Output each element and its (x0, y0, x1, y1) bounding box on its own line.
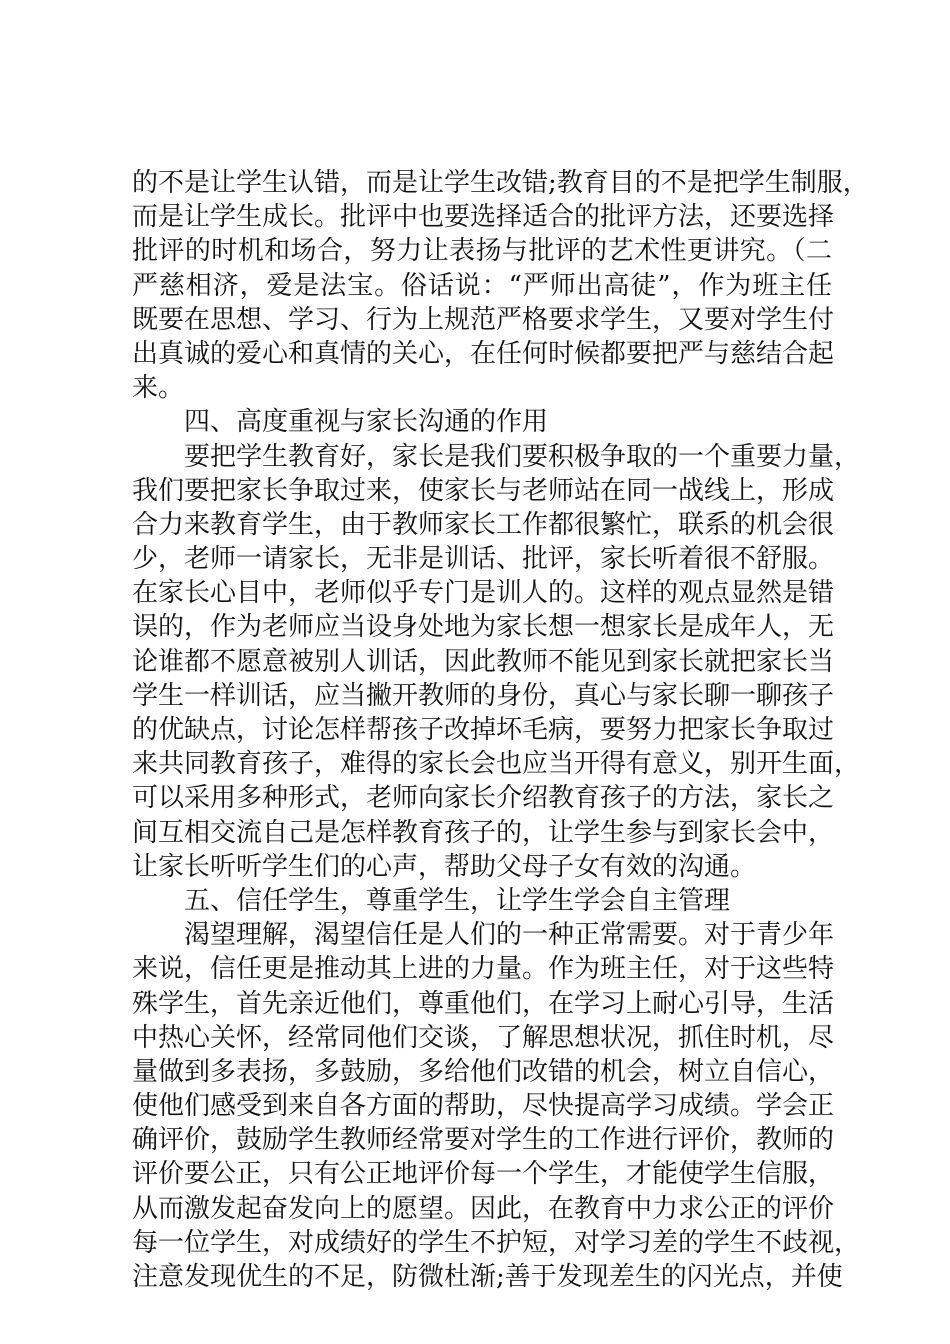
text-line: 来说，信任更是推动其上进的力量。作为班主任，对于这些特 (132, 954, 835, 985)
text-line: 来共同教育孩子，难得的家长会也应当开得有意义，别开生面， (132, 749, 861, 780)
text-line: 量做到多表扬，多鼓励，多给他们改错的机会，树立自信心， (132, 1056, 835, 1087)
text-line: 的不是让学生认错，而是让学生改错;教育目的不是把学生制服， (132, 168, 869, 198)
text-line: 我们要把家长争取过来，使家长与老师站在同一战线上，形成 (132, 475, 835, 506)
text-line: 可以采用多种形式，老师向家长介绍教育孩子的方法，家长之 (132, 783, 835, 814)
text-line: 使他们感受到来自各方面的帮助，尽快提高学习成绩。学会正 (132, 1091, 835, 1122)
text-line: 在家长心目中，老师似乎专门是训人的。这样的观点显然是错 (132, 578, 835, 609)
text-line: 学生一样训话，应当撇开教师的身份，真心与家长聊一聊孩子 (132, 680, 835, 711)
text-line: 出真诚的爱心和真情的关心，在任何时候都要把严与慈结合起 (132, 338, 835, 369)
text-line: 而是让学生成长。批评中也要选择适合的批评方法，还要选择 (132, 202, 835, 233)
document-body (132, 166, 869, 1294)
text-line: 从而激发起奋发向上的愿望。因此，在教育中力求公正的评价 (132, 1193, 835, 1224)
text-line: 要把学生教育好，家长是我们要积极争取的一个重要力量， (184, 441, 861, 472)
text-line: 批评的时机和场合，努力让表扬与批评的艺术性更讲究。（二 (132, 236, 832, 267)
text-line: 少，老师一请家长，无非是训话、批评，家长听着很不舒服。 (132, 544, 835, 575)
text-line: 严慈相济，爱是法宝。俗话说：“严师出高徒”，作为班主任 (132, 270, 832, 301)
text-line: 确评价，鼓励学生教师经常要对学生的工作进行评价，教师的 (132, 1125, 835, 1156)
text-line: 间互相交流自己是怎样教育孩子的，让学生参与到家长会中， (132, 817, 835, 848)
text-line: 论谁都不愿意被别人训话，因此教师不能见到家长就把家长当 (132, 646, 835, 677)
text-line: 评价要公正，只有公正地评价每一个学生，才能使学生信服， (132, 1159, 835, 1190)
text-line: 合力来教育学生，由于教师家长工作都很繁忙，联系的机会很 (132, 509, 835, 540)
text-line: 的优缺点，讨论怎样帮孩子改掉坏毛病，要努力把家长争取过 (132, 715, 835, 745)
text-line: 误的，作为老师应当设身处地为家长想一想家长是成年人，无 (132, 612, 835, 643)
text-line: 五、信任学生，尊重学生，让学生学会自主管理 (184, 885, 731, 916)
text-line: 渴望理解，渴望信任是人们的一种正常需要。对于青少年 (184, 920, 835, 951)
text-line: 既要在思想、学习、行为上规范严格要求学生，又要对学生付 (132, 304, 835, 335)
text-line: 中热心关怀，经常同他们交谈，了解思想状况，抓住时机，尽 (132, 1022, 835, 1053)
text-line: 注意发现优生的不足，防微杜渐;善于发现差生的闪光点，并使 (132, 1262, 843, 1292)
text-line: 四、高度重视与家长沟通的作用 (184, 407, 549, 438)
text-line: 来。 (132, 373, 185, 404)
text-line: 让家长听听学生们的心声，帮助父母子女有效的沟通。 (132, 851, 757, 882)
text-line: 殊学生，首先亲近他们，尊重他们，在学习上耐心引导，生活 (132, 988, 835, 1019)
text-line: 每一位学生，对成绩好的学生不护短，对学习差的学生不歧视， (132, 1227, 861, 1258)
